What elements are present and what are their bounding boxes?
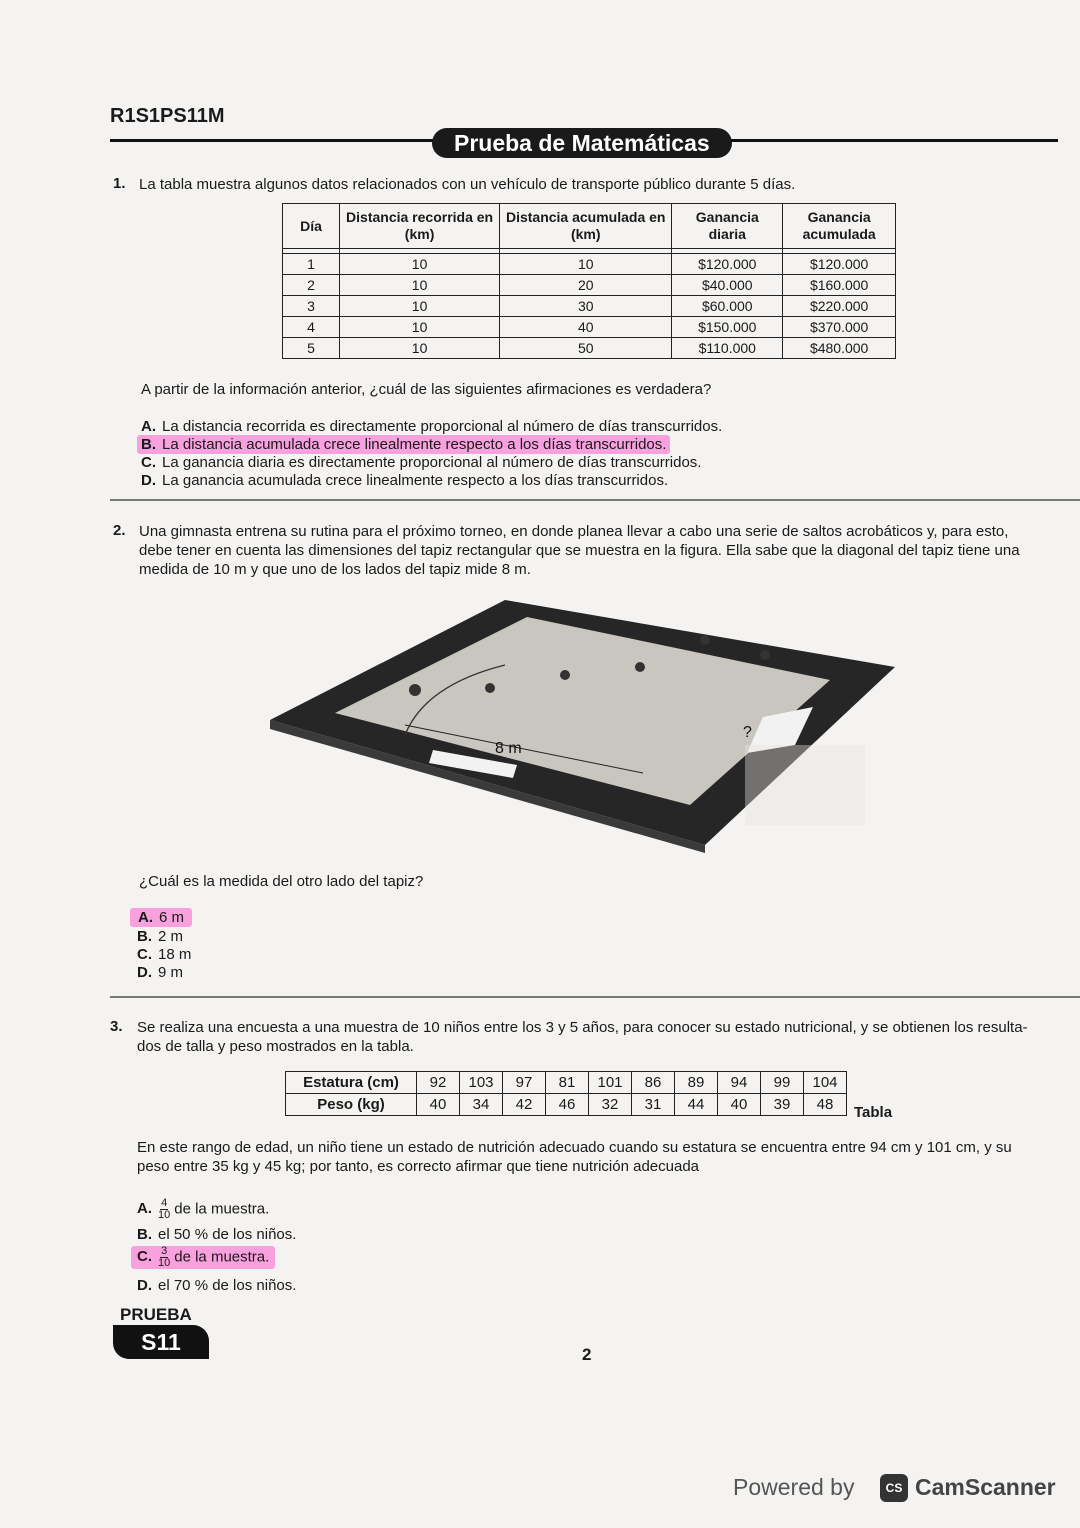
table-cell: $370.000	[783, 317, 896, 338]
q1-option-b[interactable]	[137, 435, 670, 454]
document-code: R1S1PS11M	[110, 105, 225, 127]
fraction-numerator: 3	[161, 1245, 168, 1257]
table-cell: 103	[460, 1072, 503, 1094]
q3-body-line: peso entre 35 kg y 45 kg; por tanto, es correcto afirmar que tiene nutrición adecuada	[137, 1158, 700, 1175]
test-title: Prueba de Matemáticas	[432, 128, 732, 158]
option-letter: B.	[137, 1226, 152, 1243]
table-cell: 86	[632, 1072, 675, 1094]
table-cell: 31	[632, 1094, 675, 1116]
option-letter: A.	[138, 909, 153, 926]
q1-number: 1.	[113, 175, 126, 192]
row-label-weight: Peso (kg)	[286, 1094, 417, 1116]
q2-text-line: Una gimnasta entrena su rutina para el próximo torneo, en donde planea llevar a cabo una serie de saltos acrobáticos y, para esto,	[139, 523, 1009, 540]
camscanner-logo-icon: CS	[880, 1474, 908, 1502]
table-cell: 34	[460, 1094, 503, 1116]
prueba-label: PRUEBA	[120, 1305, 192, 1324]
table-cell: 10	[500, 254, 672, 275]
q1-th-acc-gain: Ganancia acumulada	[783, 204, 896, 249]
table-cell: 4	[283, 317, 340, 338]
q3-option-b[interactable]	[137, 1225, 296, 1244]
side-label: 8 m	[495, 740, 522, 757]
q3-text-line: Se realiza una encuesta a una muestra de 10 niños entre los 3 y 5 años, para conocer su estado nutricional, y se obtienen los resulta-	[137, 1019, 1028, 1036]
audience	[745, 745, 865, 825]
table-cell: $110.000	[672, 338, 783, 359]
table-cell: 50	[500, 338, 672, 359]
q3-option-d[interactable]	[137, 1276, 296, 1295]
option-text: 9 m	[158, 964, 184, 981]
q1-option-d[interactable]	[141, 471, 668, 490]
table-cell: 46	[546, 1094, 589, 1116]
divider	[110, 499, 1080, 501]
option-text: de la muestra.	[174, 1200, 270, 1218]
section-badge: S11	[113, 1325, 209, 1359]
q3-number: 3.	[110, 1018, 123, 1035]
q2-text-line: debe tener en cuenta las dimensiones del tapiz rectangular que se muestra en la figura. Ella sabe que la diagonal del tapiz tiene una	[139, 542, 1020, 559]
option-letter: D.	[137, 1277, 152, 1294]
table-row	[286, 1072, 847, 1094]
table-cell: 2	[283, 275, 340, 296]
table-cell: 30	[500, 296, 672, 317]
q2-option-a[interactable]	[130, 908, 192, 927]
q3-option-c[interactable]	[131, 1246, 275, 1269]
table-cell: 20	[500, 275, 672, 296]
option-letter: C.	[137, 1248, 152, 1266]
table-cell: 101	[589, 1072, 632, 1094]
table-row	[283, 275, 896, 296]
q1-text: La tabla muestra algunos datos relacionados con un vehículo de transporte público durante 5 días.	[139, 176, 796, 193]
mat-figure	[265, 595, 905, 860]
table-row	[283, 338, 896, 359]
table-cell: 10	[339, 317, 499, 338]
option-letter: B.	[137, 928, 152, 945]
camscanner-brand: CamScanner	[915, 1474, 1056, 1500]
option-letter: A.	[141, 418, 156, 435]
q1-th-distance: Distancia recorrida en (km)	[339, 204, 499, 249]
table-cell: 40	[718, 1094, 761, 1116]
table-cell: 39	[761, 1094, 804, 1116]
q2-option-b[interactable]	[137, 927, 183, 946]
page-number: 2	[582, 1345, 592, 1364]
q1-option-c[interactable]	[141, 453, 701, 472]
fraction-denominator: 10	[158, 1257, 171, 1269]
option-text: La ganancia diaria es directamente proporcional al número de días transcurridos.	[162, 454, 702, 471]
q2-number: 2.	[113, 522, 126, 539]
table-caption: Tabla	[854, 1104, 893, 1121]
option-letter: A.	[137, 1200, 152, 1218]
table-cell: 10	[339, 254, 499, 275]
option-letter: D.	[141, 472, 156, 489]
table-cell: 5	[283, 338, 340, 359]
table-row	[286, 1094, 847, 1116]
unknown-side-label: ?	[743, 724, 752, 741]
option-text: el 50 % de los niños.	[158, 1226, 297, 1243]
q1-th-daily-gain: Ganancia diaria	[672, 204, 783, 249]
q3-option-a[interactable]	[137, 1198, 269, 1221]
option-text: 6 m	[159, 909, 185, 926]
table-cell: 10	[339, 338, 499, 359]
option-letter: D.	[137, 964, 152, 981]
option-text: La distancia acumulada crece linealmente respecto a los días transcurridos.	[162, 436, 667, 453]
q1-th-acc-distance: Distancia acumulada en (km)	[500, 204, 672, 249]
table-cell: 89	[675, 1072, 718, 1094]
table-cell: 10	[339, 296, 499, 317]
q2-option-d[interactable]	[137, 963, 183, 982]
table-cell: $120.000	[783, 254, 896, 275]
option-text: La distancia recorrida es directamente proporcional al número de días transcurridos.	[162, 418, 723, 435]
option-letter: C.	[141, 454, 156, 471]
table-row	[283, 296, 896, 317]
option-letter: B.	[141, 436, 156, 453]
table-cell: 40	[500, 317, 672, 338]
table-cell: $60.000	[672, 296, 783, 317]
powered-by: Powered by	[733, 1474, 855, 1500]
table-cell: 44	[675, 1094, 718, 1116]
q2-text-line: medida de 10 m y que uno de los lados del tapiz mide 8 m.	[139, 561, 531, 578]
table-cell: $220.000	[783, 296, 896, 317]
gymnast-figure	[700, 635, 710, 645]
q3-text-line: dos de talla y peso mostrados en la tabla.	[137, 1038, 414, 1055]
table-cell: 81	[546, 1072, 589, 1094]
q2-option-c[interactable]	[137, 945, 191, 964]
gymnast-figure	[409, 684, 421, 696]
table-cell: $150.000	[672, 317, 783, 338]
table-cell: $40.000	[672, 275, 783, 296]
option-letter: C.	[137, 946, 152, 963]
table-cell: 104	[804, 1072, 847, 1094]
option-text: 2 m	[158, 928, 184, 945]
gymnast-figure	[760, 650, 770, 660]
option-text: de la muestra.	[174, 1248, 270, 1266]
gymnast-figure	[635, 662, 645, 672]
fraction-numerator: 4	[161, 1197, 168, 1209]
table-cell: 42	[503, 1094, 546, 1116]
table-cell: 10	[339, 275, 499, 296]
table-cell: 97	[503, 1072, 546, 1094]
gymnast-figure	[485, 683, 495, 693]
table-cell: 92	[417, 1072, 460, 1094]
q1-prompt: A partir de la información anterior, ¿cuál de las siguientes afirmaciones es verdadera?	[141, 381, 712, 398]
table-cell: 99	[761, 1072, 804, 1094]
table-row	[283, 317, 896, 338]
table-cell: $160.000	[783, 275, 896, 296]
table-cell: 1	[283, 254, 340, 275]
q3-body-line: En este rango de edad, un niño tiene un estado de nutrición adecuado cuando su estatura se encuentra entre 94 cm y 101 cm, y su	[137, 1139, 1012, 1156]
table-cell: 3	[283, 296, 340, 317]
q1-table	[282, 203, 896, 359]
fraction	[158, 1198, 170, 1221]
fraction	[158, 1246, 170, 1269]
q1-option-a[interactable]	[141, 417, 722, 436]
table-cell: 48	[804, 1094, 847, 1116]
q1-th-day: Día	[283, 204, 340, 249]
option-text: La ganancia acumulada crece linealmente respecto a los días transcurridos.	[162, 472, 669, 489]
fraction-denominator: 10	[158, 1209, 171, 1221]
q2-prompt: ¿Cuál es la medida del otro lado del tapiz?	[139, 873, 424, 890]
q3-table	[285, 1071, 847, 1116]
table-cell: $480.000	[783, 338, 896, 359]
table-cell: 94	[718, 1072, 761, 1094]
gymnast-figure	[560, 670, 570, 680]
table-cell: 40	[417, 1094, 460, 1116]
divider	[110, 996, 1080, 998]
row-label-height: Estatura (cm)	[286, 1072, 417, 1094]
table-cell: $120.000	[672, 254, 783, 275]
table-row	[283, 254, 896, 275]
table-cell: 32	[589, 1094, 632, 1116]
option-text: 18 m	[158, 946, 192, 963]
option-text: el 70 % de los niños.	[158, 1277, 297, 1294]
